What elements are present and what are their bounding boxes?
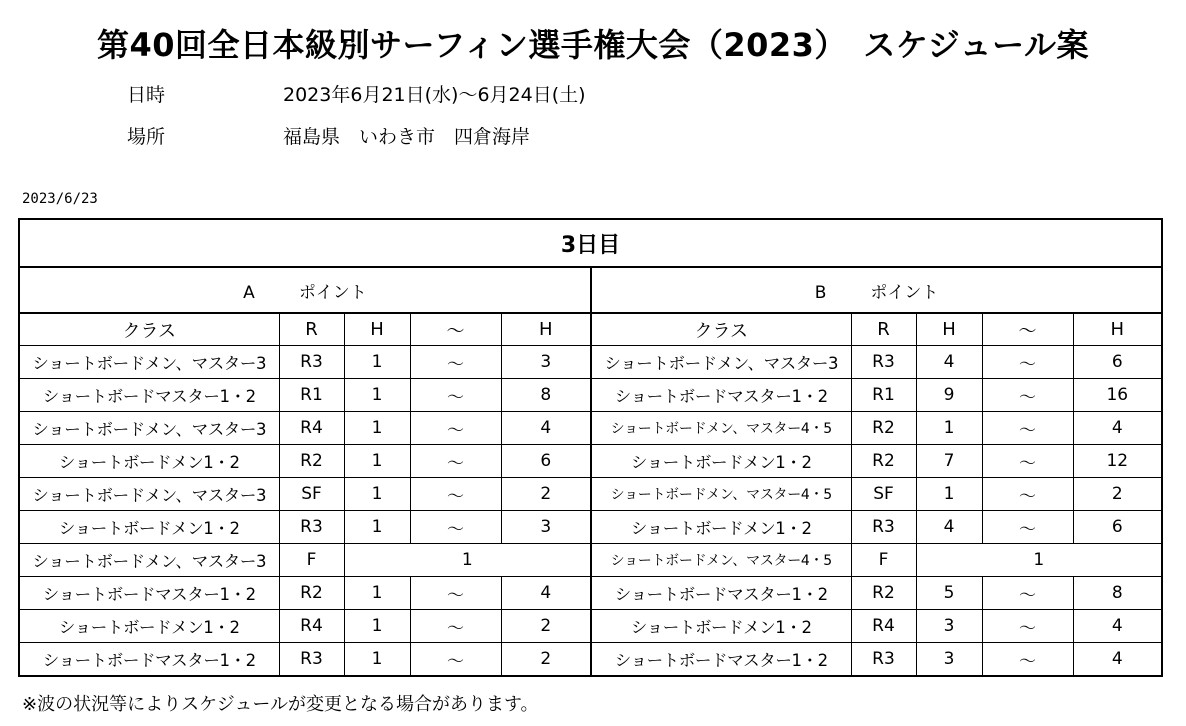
tilde-cell: ～ — [410, 511, 501, 544]
col-header-class-b: クラス — [591, 313, 851, 346]
tilde-cell: ～ — [982, 511, 1073, 544]
tilde-cell: ～ — [982, 412, 1073, 445]
round-cell: R2 — [279, 445, 344, 478]
page-title: 第40回全日本級別サーフィン選手権大会（2023） スケジュール案 — [96, 26, 1089, 64]
col-header-heat-to-a: H — [501, 313, 591, 346]
class-cell: ショートボードメン、マスター3 — [19, 478, 279, 511]
heat-from-cell: 5 — [916, 577, 982, 610]
heat-from-cell: 1 — [344, 577, 410, 610]
tilde-cell: ～ — [982, 478, 1073, 511]
tilde-cell: ～ — [410, 577, 501, 610]
heat-from-cell: 1 — [344, 478, 410, 511]
round-cell: R2 — [851, 445, 916, 478]
heat-from-cell: 1 — [344, 445, 410, 478]
heat-from-cell: 1 — [344, 379, 410, 412]
point-a-label: ポイント — [298, 282, 367, 303]
heat-to-cell: 6 — [501, 445, 591, 478]
col-header-class-a: クラス — [19, 313, 279, 346]
heat-to-cell: 3 — [501, 511, 591, 544]
heat-from-cell: 1 — [344, 412, 410, 445]
heat-to-cell: 6 — [1073, 346, 1162, 379]
heat-to-cell: 6 — [1073, 511, 1162, 544]
heat-from-cell: 9 — [916, 379, 982, 412]
class-cell: ショートボードメン、マスター3 — [591, 346, 851, 379]
class-cell: ショートボードマスター1・2 — [19, 379, 279, 412]
final-heat-cell: 1 — [344, 544, 591, 577]
class-cell: ショートボードマスター1・2 — [591, 379, 851, 412]
table-row — [19, 643, 1162, 677]
heat-to-cell: 2 — [1073, 478, 1162, 511]
class-cell: ショートボードメン1・2 — [591, 511, 851, 544]
heat-to-cell: 2 — [501, 610, 591, 643]
col-header-tilde-b: ～ — [982, 313, 1073, 346]
round-cell: R2 — [279, 577, 344, 610]
heat-from-cell: 3 — [916, 610, 982, 643]
print-date: 2023/6/23 — [22, 191, 98, 207]
tilde-cell: ～ — [982, 445, 1073, 478]
heat-to-cell: 16 — [1073, 379, 1162, 412]
round-cell: R2 — [851, 412, 916, 445]
round-cell: R4 — [279, 610, 344, 643]
class-cell: ショートボードメン、マスター4・5 — [591, 544, 851, 577]
class-cell: ショートボードメン1・2 — [591, 610, 851, 643]
final-heat-cell: 1 — [916, 544, 1162, 577]
tilde-cell: ～ — [410, 379, 501, 412]
tilde-cell: ～ — [410, 610, 501, 643]
col-header-round-a: R — [279, 313, 344, 346]
point-b-letter: B — [814, 282, 827, 303]
col-header-heat-from-b: H — [916, 313, 982, 346]
table-row — [19, 511, 1162, 544]
table-row — [19, 478, 1162, 511]
class-cell: ショートボードマスター1・2 — [591, 577, 851, 610]
round-cell: R2 — [851, 577, 916, 610]
round-cell: R3 — [851, 643, 916, 677]
col-header-round-b: R — [851, 313, 916, 346]
heat-to-cell: 3 — [501, 346, 591, 379]
heat-from-cell: 4 — [916, 346, 982, 379]
heat-to-cell: 8 — [501, 379, 591, 412]
round-cell: R4 — [851, 610, 916, 643]
class-cell: ショートボードメン、マスター3 — [19, 412, 279, 445]
tilde-cell: ～ — [410, 478, 501, 511]
round-cell: R1 — [279, 379, 344, 412]
table-row — [19, 577, 1162, 610]
tilde-cell: ～ — [410, 643, 501, 677]
day-title: 3日目 — [19, 219, 1162, 267]
round-cell: R3 — [851, 346, 916, 379]
heat-from-cell: 1 — [916, 478, 982, 511]
table-row — [19, 610, 1162, 643]
heat-to-cell: 4 — [1073, 643, 1162, 677]
schedule-table — [18, 218, 1163, 677]
heat-to-cell: 8 — [1073, 577, 1162, 610]
round-cell: R3 — [279, 643, 344, 677]
class-cell: ショートボードメン1・2 — [19, 511, 279, 544]
round-cell: R1 — [851, 379, 916, 412]
heat-from-cell: 1 — [344, 511, 410, 544]
heat-from-cell: 4 — [916, 511, 982, 544]
class-cell: ショートボードメン、マスター4・5 — [591, 478, 851, 511]
col-header-heat-to-b: H — [1073, 313, 1162, 346]
heat-to-cell: 4 — [501, 577, 591, 610]
table-row — [19, 544, 1162, 577]
round-cell: R3 — [851, 511, 916, 544]
point-a-letter: A — [243, 282, 255, 303]
tilde-cell: ～ — [982, 643, 1073, 677]
class-cell: ショートボードメン1・2 — [19, 610, 279, 643]
class-cell: ショートボードメン、マスター3 — [19, 346, 279, 379]
class-cell: ショートボードマスター1・2 — [19, 577, 279, 610]
table-row — [19, 412, 1162, 445]
heat-from-cell: 1 — [916, 412, 982, 445]
class-cell: ショートボードマスター1・2 — [19, 643, 279, 677]
heat-from-cell: 1 — [344, 643, 410, 677]
point-b-header — [591, 267, 1162, 313]
heat-from-cell: 3 — [916, 643, 982, 677]
schedule-change-note: ※波の状況等によりスケジュールが変更となる場合があります。 — [22, 694, 539, 715]
round-cell: F — [279, 544, 344, 577]
point-a-header — [19, 267, 591, 313]
class-cell: ショートボードメン1・2 — [591, 445, 851, 478]
round-cell: R3 — [279, 346, 344, 379]
place-value: 福島県 いわき市 四倉海岸 — [283, 126, 531, 148]
heat-to-cell: 4 — [501, 412, 591, 445]
heat-to-cell: 2 — [501, 478, 591, 511]
tilde-cell: ～ — [410, 412, 501, 445]
date-value: 2023年6月21日(水)～6月24日(土) — [283, 84, 586, 106]
col-header-heat-from-a: H — [344, 313, 410, 346]
class-cell: ショートボードメン、マスター3 — [19, 544, 279, 577]
heat-to-cell: 4 — [1073, 610, 1162, 643]
table-row — [19, 346, 1162, 379]
column-header-row — [19, 313, 1162, 346]
tilde-cell: ～ — [982, 577, 1073, 610]
place-label: 場所 — [127, 126, 166, 148]
heat-to-cell: 2 — [501, 643, 591, 677]
round-cell: F — [851, 544, 916, 577]
heat-to-cell: 12 — [1073, 445, 1162, 478]
tilde-cell: ～ — [410, 346, 501, 379]
heat-from-cell: 1 — [344, 610, 410, 643]
heat-from-cell: 1 — [344, 346, 410, 379]
point-b-label: ポイント — [870, 282, 939, 303]
round-cell: R4 — [279, 412, 344, 445]
class-cell: ショートボードメン、マスター4・5 — [591, 412, 851, 445]
round-cell: R3 — [279, 511, 344, 544]
class-cell: ショートボードマスター1・2 — [591, 643, 851, 677]
class-cell: ショートボードメン1・2 — [19, 445, 279, 478]
round-cell: SF — [851, 478, 916, 511]
table-row — [19, 379, 1162, 412]
date-label: 日時 — [127, 84, 166, 106]
tilde-cell: ～ — [982, 610, 1073, 643]
heat-to-cell: 4 — [1073, 412, 1162, 445]
tilde-cell: ～ — [982, 346, 1073, 379]
tilde-cell: ～ — [410, 445, 501, 478]
tilde-cell: ～ — [982, 379, 1073, 412]
round-cell: SF — [279, 478, 344, 511]
heat-from-cell: 7 — [916, 445, 982, 478]
col-header-tilde-a: ～ — [410, 313, 501, 346]
table-row — [19, 445, 1162, 478]
